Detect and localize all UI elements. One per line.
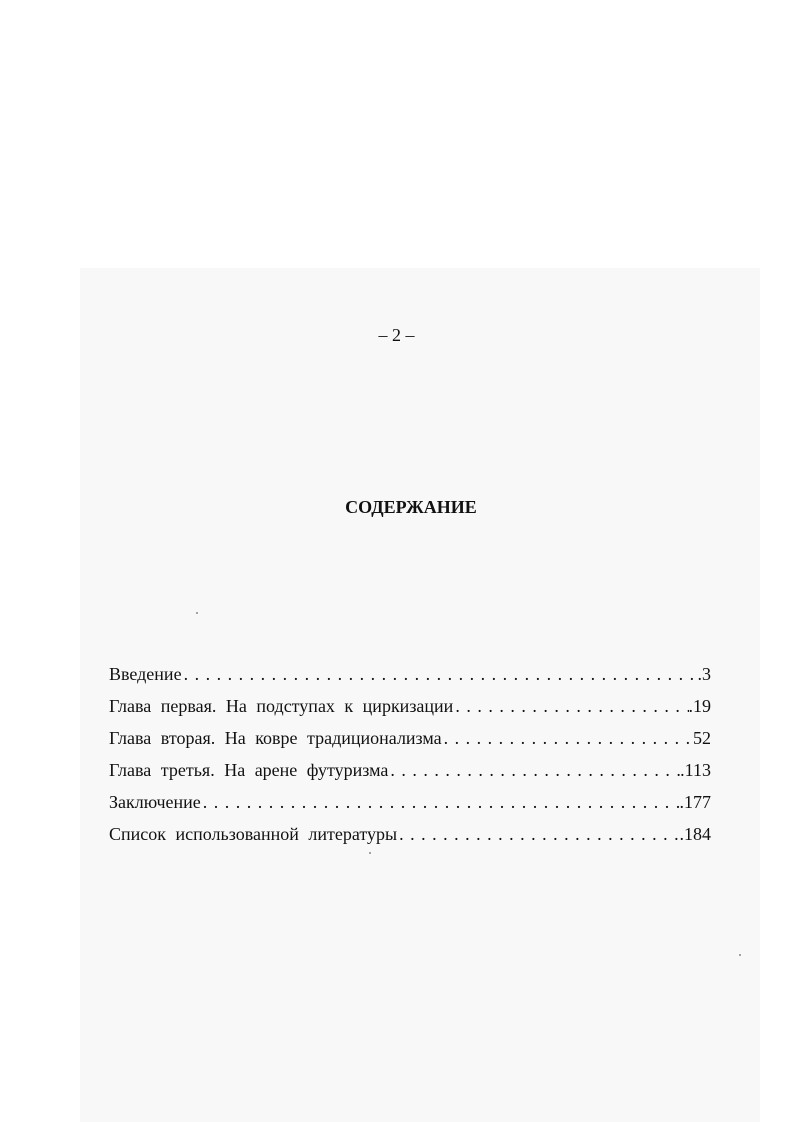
toc-leader-dots [184,658,698,690]
toc-entry-page: 52 [693,728,711,748]
toc-entry-page: .3 [697,664,711,684]
toc-title: СОДЕРЖАНИЕ [345,497,477,517]
scan-speck [369,852,371,854]
page-number: – 2 – [378,325,415,345]
toc-entry-conclusion [109,786,711,818]
toc-entry-bibliography [109,818,711,850]
toc-entry-page: .184 [679,824,711,844]
toc-entry-label: Список использованной литературы [109,824,398,844]
toc-entry-label: Глава третья. На арене футуризма [109,760,389,780]
toc-entry-label: Глава вторая. На ковре традиционализма [109,728,442,748]
toc-leader-dots [444,722,693,754]
toc-entry-introduction [109,658,711,690]
toc-leader-dots [203,786,680,818]
toc-entry-chapter-2 [109,722,711,754]
toc-entry-page: .19 [688,696,711,716]
toc-entry-page: .177 [679,792,711,812]
scan-speck [739,954,741,956]
toc-entry-page: .113 [680,760,711,780]
toc-leader-dots [455,690,688,722]
toc-entry-chapter-1 [109,690,711,722]
toc-entry-label: Глава первая. На подступах к циркизации [109,696,454,716]
toc-entry-label: Введение [109,664,182,684]
toc-leader-dots [399,818,679,850]
toc-entry-chapter-3 [109,754,711,786]
toc-leader-dots [390,754,680,786]
scan-speck [196,612,198,614]
toc-entry-label: Заключение [109,792,201,812]
table-of-contents [109,658,711,850]
